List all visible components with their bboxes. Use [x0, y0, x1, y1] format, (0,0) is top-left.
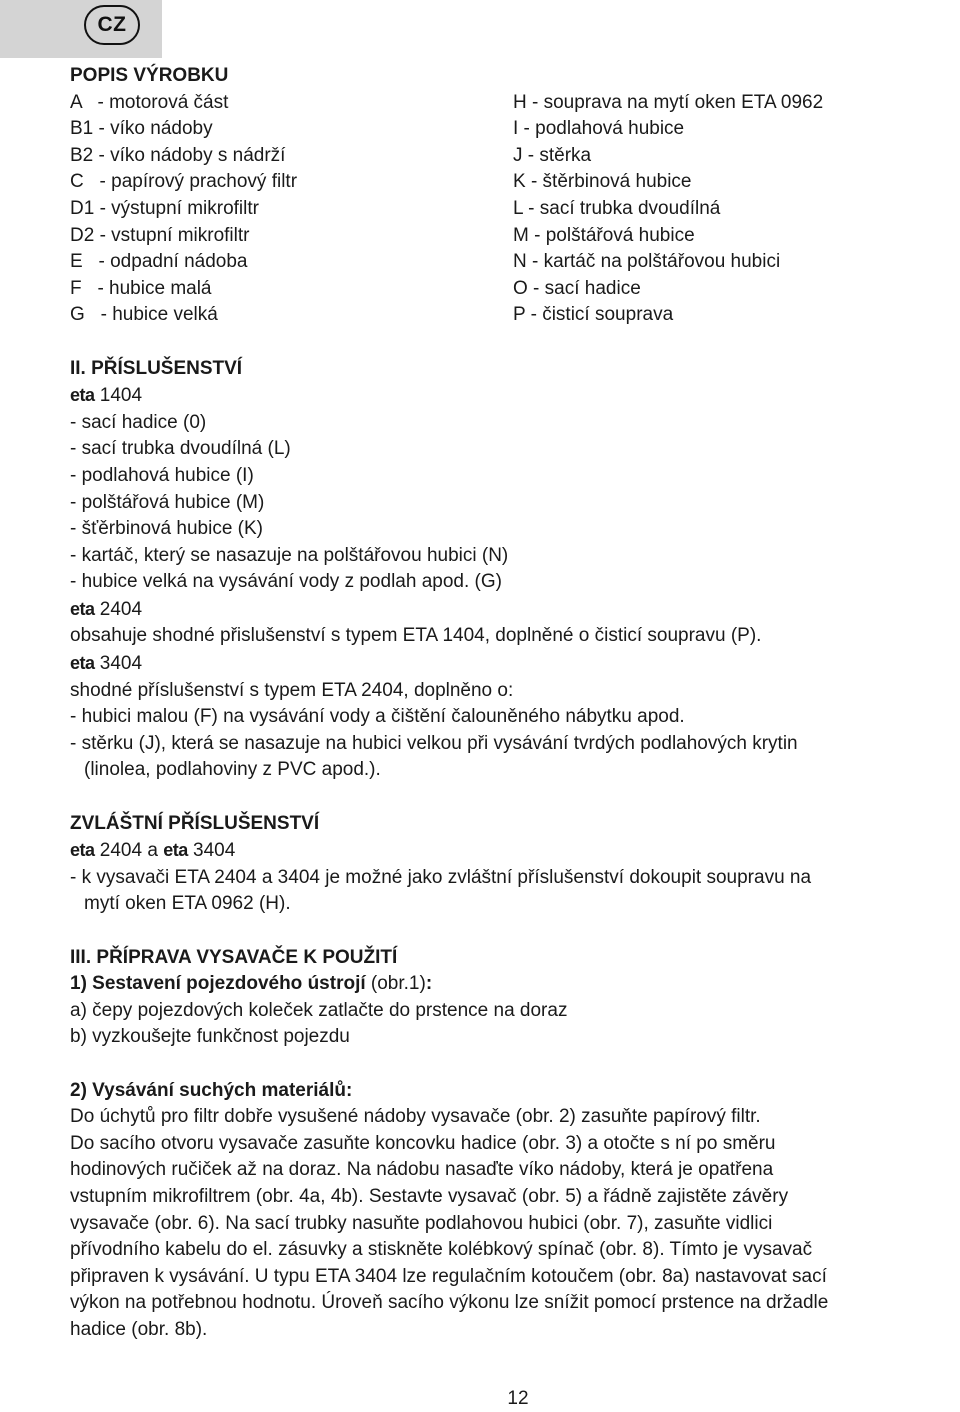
section-title-special-accessories: ZVLÁŠTNÍ PŘÍSLUŠENSTVÍ	[70, 812, 320, 834]
parts-list-row	[70, 143, 950, 170]
parts-list-row	[70, 223, 950, 250]
part-item-right: J - stěrka	[513, 144, 592, 166]
accessories-2404-text: obsahuje shodné přislušenství s typem ETA 1404, doplněné o čisticí soupravu (P).	[70, 625, 762, 647]
part-item-right: N - kartáč na polštářovou hubici	[513, 251, 781, 273]
assembly-step-a: a) čepy pojezdových koleček zatlačte do prstence na doraz	[70, 999, 568, 1021]
paragraph-line: hadice (obr. 8b).	[70, 1318, 208, 1340]
accessory-item: - polštářová hubice (M)	[70, 491, 265, 513]
model-label-1404: eta 1404	[70, 385, 143, 407]
paragraph-line: Do úchytů pro filtr dobře vysušené nádoby vysavače (obr. 2) zasuňte papírový filtr.	[70, 1106, 761, 1128]
eta-logo: eta	[70, 840, 95, 861]
part-item-right: H - souprava na mytí oken ETA 0962	[513, 91, 824, 113]
accessories-3404-item-continued: (linolea, podlahoviny z PVC apod.).	[84, 759, 381, 781]
part-item-left: B2 - víko nádoby s nádrží	[70, 144, 286, 166]
part-item-right: P - čisticí souprava	[513, 304, 674, 326]
parts-list-row	[70, 302, 950, 329]
part-item-left: D1 - výstupní mikrofiltr	[70, 197, 259, 219]
subsection-title-assembly: 1) Sestavení pojezdového ústrojí (obr.1):	[70, 973, 433, 995]
language-tab	[0, 0, 162, 58]
section-title-product-description: POPIS VÝROBKU	[70, 65, 229, 86]
eta-logo: eta	[70, 598, 95, 619]
part-item-right: K - štěrbinová hubice	[513, 171, 692, 193]
paragraph-line: připraven k vysávání. U typu ETA 3404 lze regulačním kotoučem (obr. 8a) nastavovat sací	[70, 1265, 827, 1287]
parts-list-row	[70, 169, 950, 196]
part-item-left: F - hubice malá	[70, 277, 212, 299]
paragraph-line: hodinových ručiček až na doraz. Na nádobu nasaďte víko nádoby, která je opatřena	[70, 1159, 774, 1181]
part-item-left: B1 - víko nádoby	[70, 118, 213, 140]
special-accessories-text: - k vysavači ETA 2404 a 3404 je možné jako zvláštní příslušenství dokoupit soupravu na	[70, 866, 812, 888]
eta-logo: eta	[70, 385, 95, 406]
part-item-left: G - hubice velká	[70, 304, 218, 326]
special-accessories-text-continued: mytí oken ETA 0962 (H).	[84, 893, 291, 915]
page-content	[70, 63, 950, 1344]
part-item-left: C - papírový prachový filtr	[70, 171, 298, 193]
parts-list-row	[70, 249, 950, 276]
dry-vacuuming-paragraph	[70, 1104, 950, 1343]
part-item-right: M - polštářová hubice	[513, 224, 695, 246]
accessory-item: - sací hadice (0)	[70, 411, 207, 433]
parts-list-row	[70, 116, 950, 143]
parts-list	[70, 90, 950, 329]
paragraph-line: výkon na potřebnou hodnotu. Úroveň sacího výkonu lze snížit pomocí prstence na držadle	[70, 1292, 829, 1314]
eta-logo: eta	[70, 653, 95, 674]
part-item-left: E - odpadní nádoba	[70, 251, 248, 273]
paragraph-line: přívodního kabelu do el. zásuvky a stiskněte kolébkový spínač (obr. 8). Tímto je vysavač	[70, 1239, 813, 1261]
parts-list-row	[70, 196, 950, 223]
language-badge: CZ	[84, 5, 140, 45]
accessories-1404-list	[70, 410, 950, 596]
part-item-left: D2 - vstupní mikrofiltr	[70, 224, 250, 246]
model-label-2404: eta 2404	[70, 598, 143, 620]
accessories-3404-item: - stěrku (J), která se nasazuje na hubici velkou při vysávání tvrdých podlahových krytin	[70, 732, 798, 754]
part-item-right: O - sací hadice	[513, 277, 641, 299]
parts-list-row	[70, 90, 950, 117]
eta-logo: eta	[163, 840, 188, 861]
accessory-item: - podlahová hubice (I)	[70, 464, 254, 486]
assembly-step-b: b) vyzkoušejte funkčnost pojezdu	[70, 1026, 350, 1048]
section-title-accessories: II. PŘÍSLUŠENSTVÍ	[70, 357, 243, 379]
parts-list-row	[70, 276, 950, 303]
part-item-right: L - sací trubka dvoudílná	[513, 197, 721, 219]
paragraph-line: vysavače (obr. 6). Na sací trubky nasuňte podlahovou hubici (obr. 7), zasuňte vidlici	[70, 1212, 773, 1234]
accessory-item: - sací trubka dvoudílná (L)	[70, 438, 291, 460]
accessory-item: - hubice velká na vysávání vody z podlah apod. (G)	[70, 571, 502, 593]
model-label-special: eta 2404 a eta 3404	[70, 840, 236, 862]
model-label-3404: eta 3404	[70, 653, 143, 675]
part-item-left: A - motorová část	[70, 91, 229, 113]
subsection-title-dry-vacuuming: 2) Vysávání suchých materiálů:	[70, 1079, 353, 1101]
accessories-3404-item: - hubici malou (F) na vysávání vody a čištění čalouněného nábytku apod.	[70, 706, 685, 728]
paragraph-line: Do sacího otvoru vysavače zasuňte koncovku hadice (obr. 3) a otočte s ní po směru	[70, 1132, 776, 1154]
page-number: 12	[507, 1388, 529, 1409]
section-title-preparation: III. PŘÍPRAVA VYSAVAČE K POUŽITÍ	[70, 946, 398, 968]
part-item-right: I - podlahová hubice	[513, 118, 685, 140]
accessories-3404-text: shodné příslušenství s typem ETA 2404, doplněno o:	[70, 679, 514, 701]
accessory-item: - kartáč, který se nasazuje na polštářovou hubici (N)	[70, 544, 509, 566]
accessory-item: - šťěrbinová hubice (K)	[70, 518, 263, 540]
paragraph-line: vstupním mikrofiltrem (obr. 4a, 4b). Sestavte vysavač (obr. 5) a řádně zajistěte závěry	[70, 1185, 789, 1207]
